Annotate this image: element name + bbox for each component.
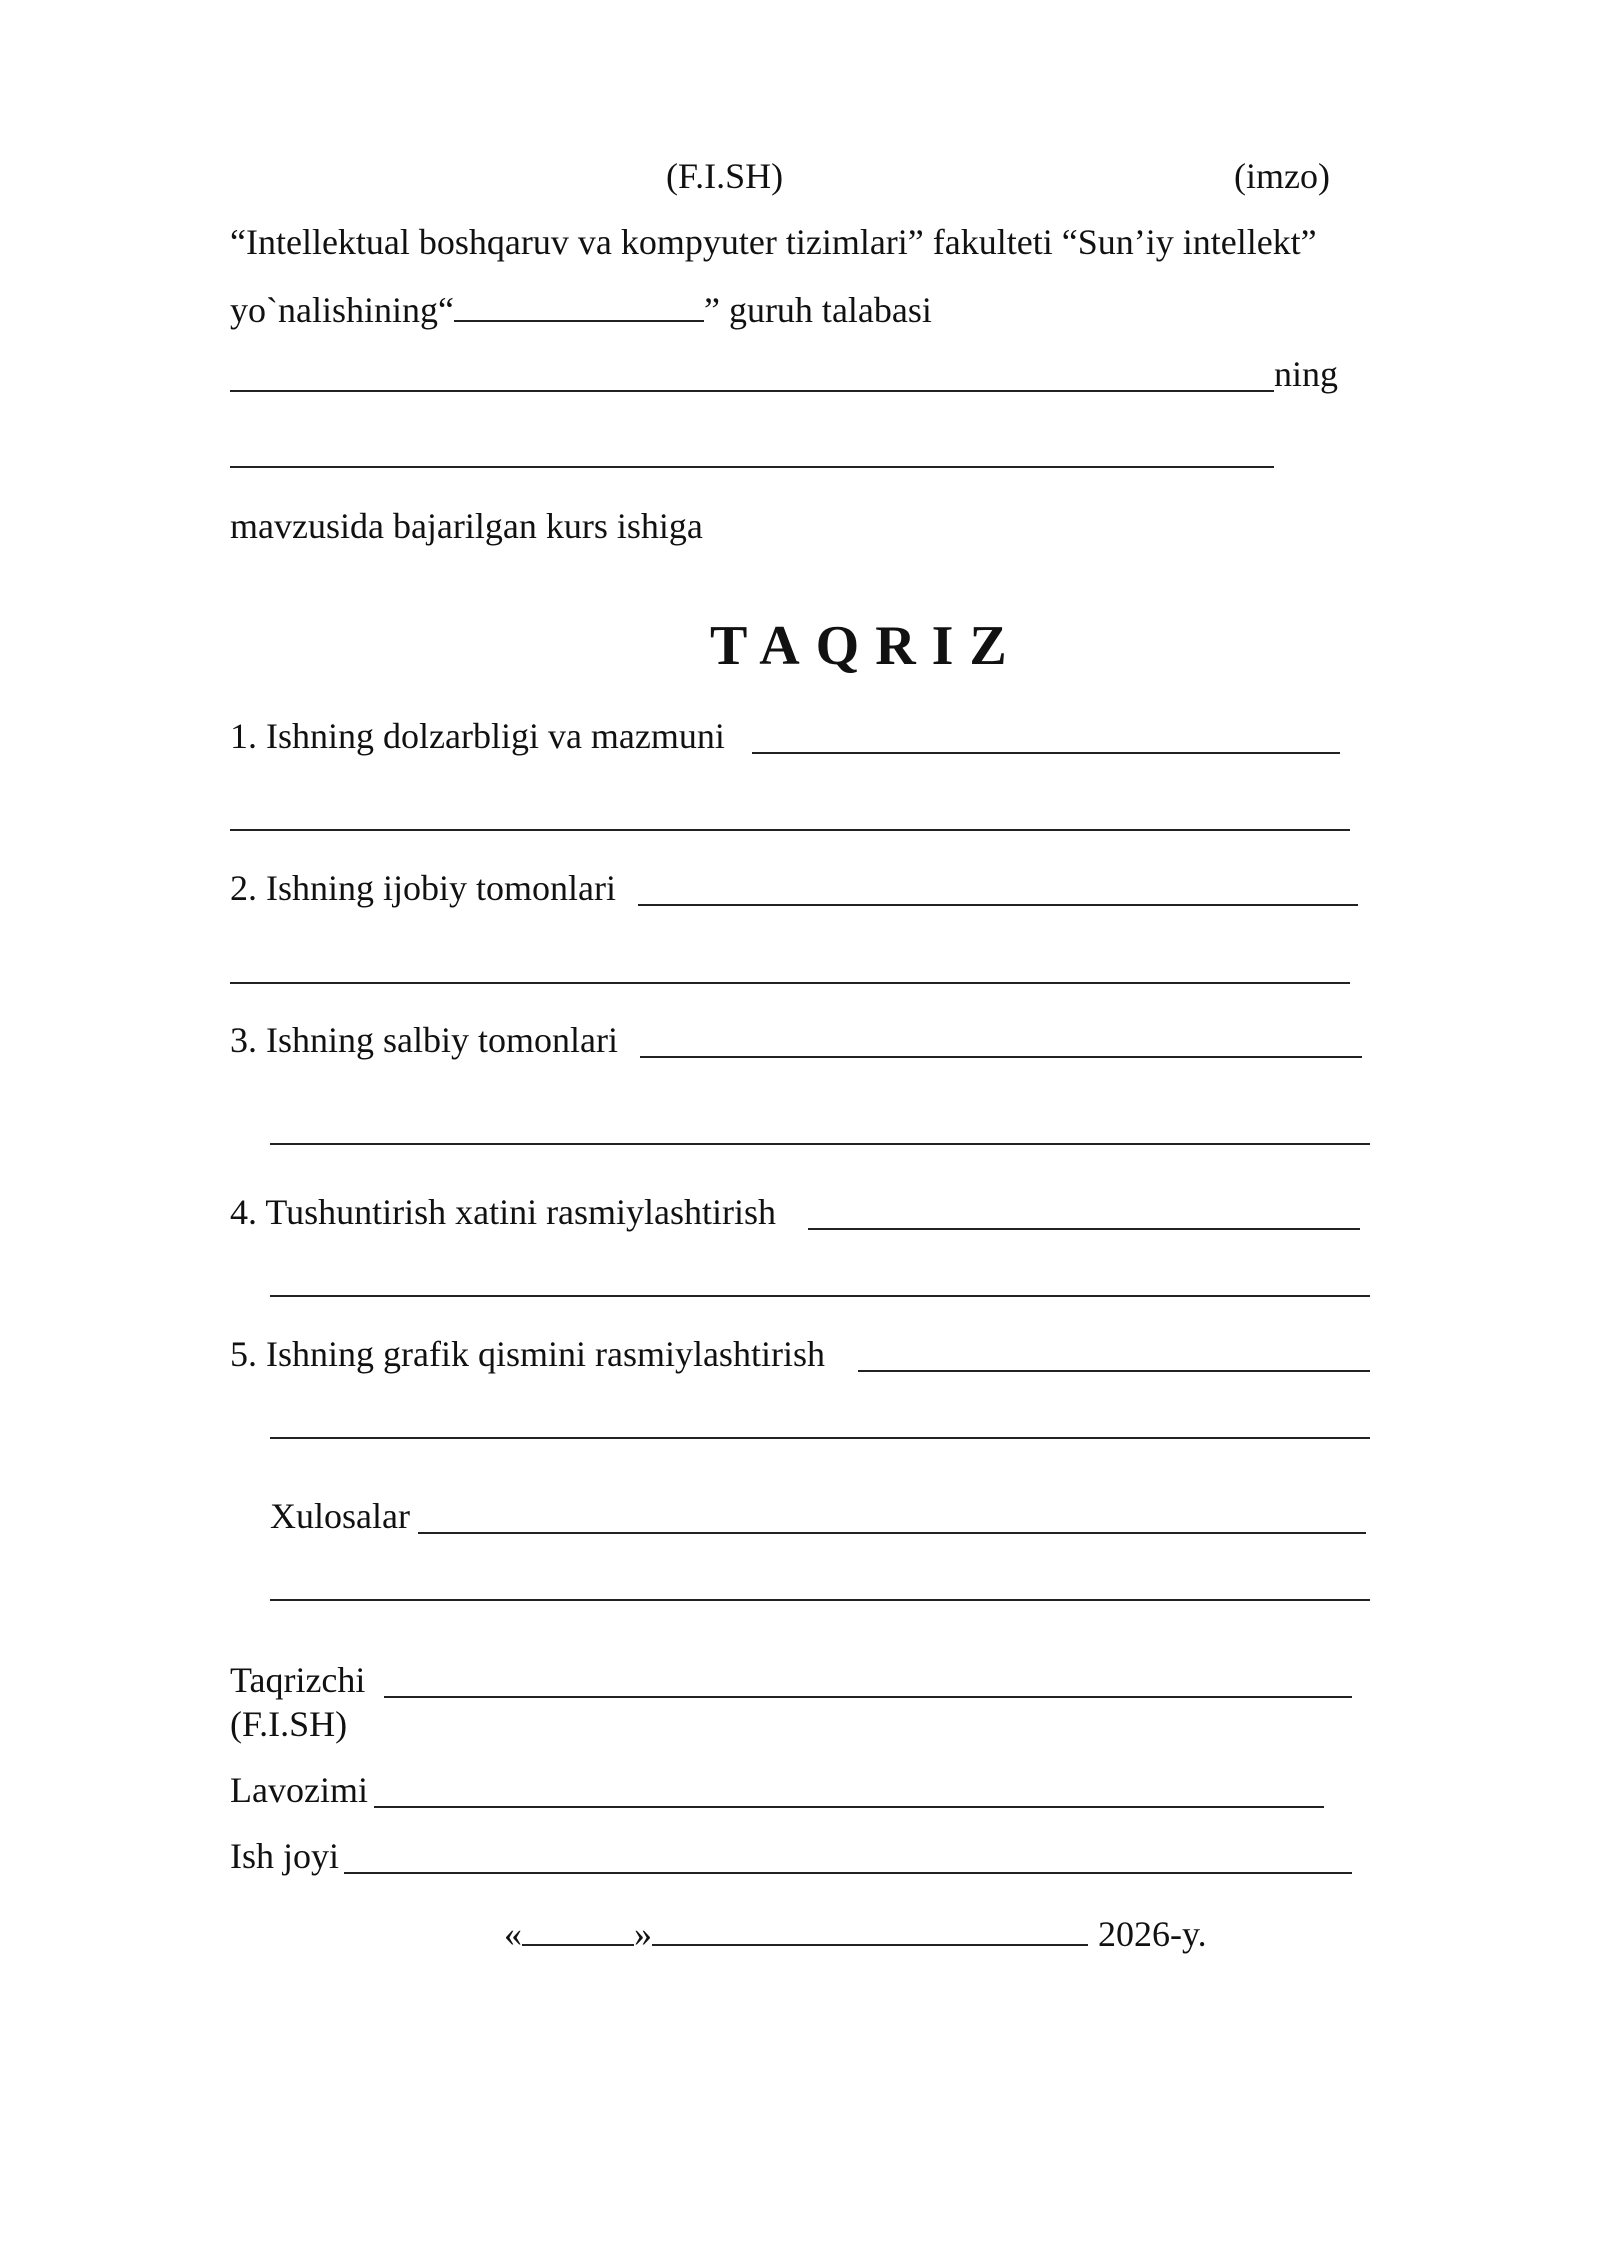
item-4-fill-line[interactable] xyxy=(808,1228,1360,1230)
item-1-fill-line[interactable] xyxy=(752,752,1340,754)
reviewer-fish-label: (F.I.SH) xyxy=(230,1704,348,1744)
item-3-label: 3. Ishning salbiy tomonlari xyxy=(230,1020,618,1060)
item-4-label: 4. Tushuntirish xatini rasmiylashtirish xyxy=(230,1192,777,1232)
day-blank[interactable] xyxy=(522,1914,634,1946)
date-open-quote: « xyxy=(504,1914,522,1954)
group-line xyxy=(230,290,932,328)
group-suffix: ” guruh talabasi xyxy=(703,290,932,330)
group-blank[interactable] xyxy=(454,290,704,322)
position-line[interactable] xyxy=(374,1806,1324,1808)
student-name-line[interactable] xyxy=(230,390,1274,392)
workplace-label: Ish joyi xyxy=(230,1836,340,1876)
page-title: TAQRIZ xyxy=(710,615,1023,677)
year-label: 2026-y. xyxy=(1098,1914,1207,1954)
month-blank[interactable] xyxy=(652,1914,1088,1946)
item-3-fill-line[interactable] xyxy=(640,1056,1362,1058)
item-2-extra-line[interactable] xyxy=(230,982,1350,984)
item-2-label: 2. Ishning ijobiy tomonlari xyxy=(230,868,616,908)
item-4-extra-line[interactable] xyxy=(270,1295,1370,1297)
item-1-label: 1. Ishning dolzarbligi va mazmuni xyxy=(230,716,725,756)
topic-line[interactable] xyxy=(230,466,1274,468)
conclusions-label: Xulosalar xyxy=(270,1496,410,1536)
item-1-extra-line[interactable] xyxy=(230,829,1350,831)
item-5-extra-line[interactable] xyxy=(270,1437,1370,1439)
item-3-extra-line[interactable] xyxy=(270,1143,1370,1145)
item-5-fill-line[interactable] xyxy=(858,1370,1370,1372)
position-label: Lavozimi xyxy=(230,1770,368,1810)
fish-label: (F.I.SH) xyxy=(666,156,784,196)
workplace-line[interactable] xyxy=(344,1872,1352,1874)
date-close-quote: » xyxy=(634,1914,652,1954)
reviewer-name-line[interactable] xyxy=(384,1696,1352,1698)
item-2-fill-line[interactable] xyxy=(638,904,1358,906)
imzo-label: (imzo) xyxy=(1234,156,1330,196)
conclusions-fill-line[interactable] xyxy=(418,1532,1366,1534)
conclusions-extra-line[interactable] xyxy=(270,1599,1370,1601)
reviewer-label: Taqrizchi xyxy=(230,1660,366,1700)
ning-label: ning xyxy=(1274,354,1339,394)
topic-caption: mavzusida bajarilgan kurs ishiga xyxy=(230,506,703,546)
item-5-label: 5. Ishning grafik qismini rasmiylashtirish xyxy=(230,1334,825,1374)
date-line xyxy=(504,1914,1207,1952)
group-prefix: yo`nalishining“ xyxy=(230,290,454,330)
faculty-line: “Intellektual boshqaruv va kompyuter tizimlari” fakulteti “Sun’iy intellekt” xyxy=(230,222,1317,262)
